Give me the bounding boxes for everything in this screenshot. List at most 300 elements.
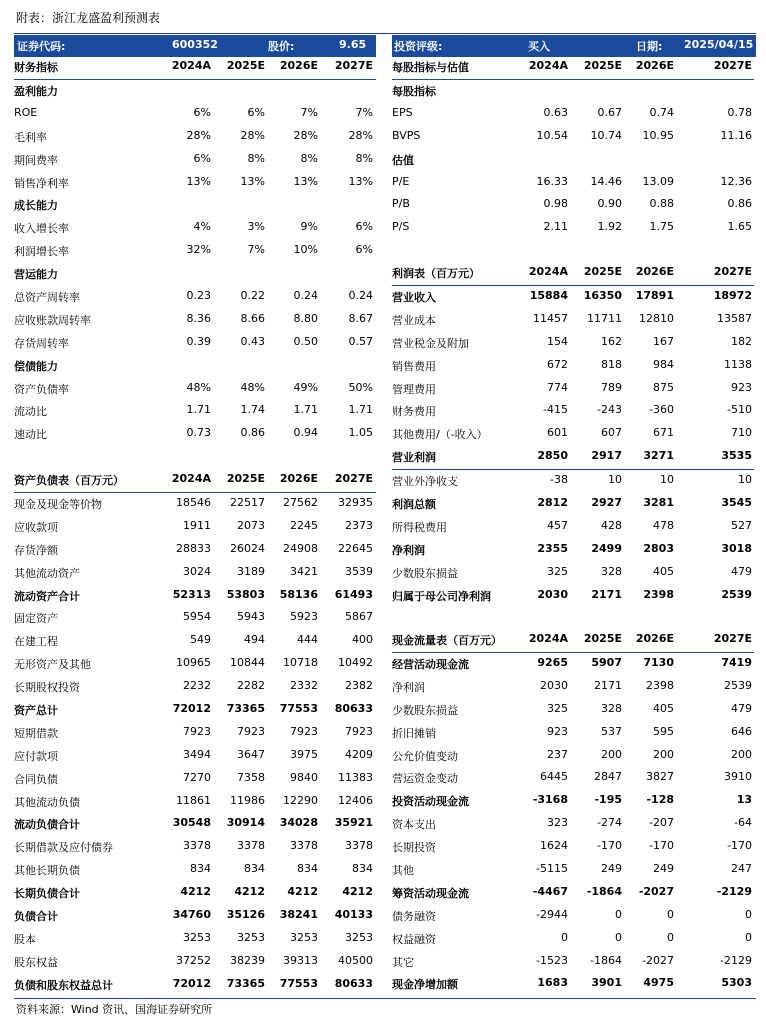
cell-value: 13% — [348, 174, 373, 188]
cell-value: 10 — [738, 473, 752, 487]
table-row — [392, 562, 754, 585]
cell-value: 0 — [667, 907, 674, 921]
cell-value: 4% — [193, 220, 211, 234]
table-row — [14, 332, 376, 355]
cell-value: 3421 — [290, 564, 318, 578]
cell-value: 405 — [653, 701, 674, 715]
table-row — [14, 423, 376, 446]
cell-value: 22517 — [230, 496, 265, 509]
cell-value: 478 — [653, 518, 674, 532]
year-header: 2026E — [279, 472, 318, 485]
cell-value: 3271 — [643, 449, 674, 463]
cell-value: 18972 — [713, 289, 752, 302]
table-row — [14, 859, 376, 882]
row-label: 营业利润 — [392, 451, 436, 465]
cell-value: 3535 — [721, 449, 752, 463]
cell-value: 1.05 — [348, 426, 373, 440]
table-header-label: 每股指标与估值 — [392, 61, 469, 74]
row-label: 长期股权投资 — [14, 681, 80, 695]
cell-value: 13% — [186, 174, 211, 188]
table-row — [392, 149, 754, 172]
cell-value: -170 — [649, 839, 674, 853]
table-row — [392, 653, 754, 676]
cell-value: 13587 — [717, 311, 752, 325]
cell-value: 11861 — [176, 793, 211, 807]
table-row — [14, 791, 376, 814]
cell-value: 182 — [731, 334, 752, 348]
table-row — [14, 630, 376, 653]
row-label: 固定资产 — [14, 612, 58, 626]
table-header — [14, 57, 376, 80]
table-header-label: 利润表（百万元） — [392, 267, 480, 280]
table-row — [392, 332, 754, 355]
cell-value: 1138 — [724, 357, 752, 371]
cell-value: 1.75 — [649, 220, 674, 234]
table-row — [14, 951, 376, 974]
table-row — [392, 172, 754, 195]
cell-value: 11986 — [230, 793, 265, 807]
cell-value: -360 — [649, 403, 674, 417]
cell-value: 2282 — [237, 679, 265, 693]
cell-value: 2917 — [591, 449, 622, 463]
cell-value: 3975 — [290, 747, 318, 761]
table-row — [14, 355, 376, 378]
cell-value: 875 — [653, 380, 674, 394]
cell-value: 8.36 — [186, 311, 211, 325]
row-label: 其他长期负债 — [14, 864, 80, 878]
cell-value: 9840 — [290, 770, 318, 784]
cell-value: 2803 — [643, 541, 674, 555]
cell-value: 13.09 — [642, 174, 674, 188]
cell-value: -170 — [597, 839, 622, 853]
year-header: 2026E — [635, 632, 674, 645]
cell-value: 3253 — [183, 930, 211, 944]
cell-value: -2944 — [536, 907, 568, 921]
row-label: 利润总额 — [392, 498, 436, 512]
cell-value: 7% — [247, 243, 265, 257]
row-label: 少数股东损益 — [392, 703, 458, 717]
cell-value: 2382 — [345, 679, 373, 693]
row-label: 营运能力 — [14, 268, 58, 282]
cell-value: 549 — [190, 633, 211, 647]
cell-value: 27562 — [283, 496, 318, 509]
row-label: 营业收入 — [392, 291, 436, 304]
cell-value: 5907 — [591, 656, 622, 669]
table-row — [14, 722, 376, 745]
table-row — [392, 722, 754, 745]
cell-value: 1.92 — [597, 220, 622, 234]
cell-value: 601 — [547, 426, 568, 440]
table-row — [392, 516, 754, 539]
cell-value: -1523 — [536, 953, 568, 967]
cell-value: 2539 — [724, 678, 752, 692]
year-header: 2025E — [583, 632, 622, 645]
row-label: 营运资金变动 — [392, 772, 458, 786]
cell-value: 0.86 — [240, 426, 265, 440]
cell-value: 3647 — [237, 747, 265, 761]
year-header: 2027E — [334, 472, 373, 485]
table-row — [14, 149, 376, 172]
table-row — [14, 217, 376, 240]
cell-value: 646 — [731, 724, 752, 738]
cell-value: 80633 — [334, 702, 373, 716]
cell-value: -64 — [734, 816, 752, 830]
table-row — [392, 745, 754, 768]
cell-value: 8% — [355, 151, 373, 165]
row-label: 长期借款及应付债券 — [14, 841, 113, 855]
cell-value: -5115 — [536, 862, 568, 876]
cell-value: 2847 — [594, 770, 622, 784]
cell-value: 10.95 — [642, 128, 674, 142]
cell-value: 11711 — [587, 311, 622, 325]
year-header: 2027E — [713, 265, 752, 278]
cell-value: 834 — [297, 862, 318, 876]
cell-value: -170 — [727, 839, 752, 853]
table-row — [14, 813, 376, 836]
cell-value: 3910 — [724, 770, 752, 784]
cell-value: 1.65 — [727, 220, 752, 234]
cell-value: 2030 — [540, 678, 568, 692]
cell-value: 24908 — [283, 541, 318, 555]
cell-value: 789 — [601, 380, 622, 394]
row-label: 股东权益 — [14, 955, 58, 969]
table-row — [392, 378, 754, 401]
cell-value: -195 — [594, 793, 622, 807]
cell-value: 2812 — [537, 496, 568, 510]
cell-value: 0.24 — [293, 289, 318, 303]
cell-value: -1864 — [586, 884, 622, 898]
cell-value: 12.36 — [720, 174, 752, 188]
cell-value: 13% — [293, 174, 318, 188]
stock-info-bar — [14, 35, 376, 57]
cell-value: 28% — [186, 128, 211, 142]
table-header-label: 资产负债表（百万元） — [14, 474, 124, 487]
cell-value: 77553 — [279, 976, 318, 990]
cell-value: -1864 — [590, 953, 622, 967]
cell-value: 923 — [731, 380, 752, 394]
cell-value: 3018 — [721, 541, 752, 555]
page-title: 附表：浙江龙盛盈利预测表 — [16, 11, 161, 25]
cell-value: 2539 — [721, 587, 752, 601]
table-row — [392, 790, 754, 813]
row-label: 利润增长率 — [14, 245, 69, 259]
cell-value: -243 — [597, 403, 622, 417]
cell-value: -2027 — [642, 953, 674, 967]
row-label: 管理费用 — [392, 382, 436, 396]
cell-value: 527 — [731, 518, 752, 532]
cell-value: 0 — [745, 907, 752, 921]
cell-value: 0.63 — [543, 105, 568, 119]
row-label: 资本支出 — [392, 818, 436, 832]
table-header-label: 财务指标 — [14, 61, 58, 74]
cell-value: 0.57 — [348, 334, 373, 348]
cell-value: 323 — [547, 816, 568, 830]
cell-value: 0.24 — [348, 289, 373, 303]
cell-value: 39313 — [283, 953, 318, 967]
cell-value: 77553 — [279, 702, 318, 716]
cell-value: 10718 — [283, 656, 318, 670]
cell-value: 1683 — [537, 976, 568, 990]
cell-value: 7% — [300, 105, 318, 119]
cell-value: 5923 — [290, 610, 318, 624]
cell-value: 167 — [653, 334, 674, 348]
cell-value: -415 — [543, 403, 568, 417]
row-label: 长期投资 — [392, 841, 436, 855]
row-label: 折旧摊销 — [392, 726, 436, 740]
cell-value: 0 — [745, 930, 752, 944]
cell-value: 6% — [193, 105, 211, 119]
date-value: 2025/04/15 — [684, 38, 754, 51]
cell-value: 0.22 — [240, 289, 265, 303]
cell-value: 2030 — [537, 587, 568, 601]
row-label: 债务融资 — [392, 909, 436, 923]
cell-value: 10.74 — [590, 128, 622, 142]
cell-value: 40500 — [338, 953, 373, 967]
cell-value: 479 — [731, 564, 752, 578]
cell-value: 34760 — [172, 908, 211, 922]
cell-value: 10 — [660, 473, 674, 487]
cell-value: 325 — [547, 564, 568, 578]
cell-value: 4212 — [234, 885, 265, 899]
cell-value: 73365 — [226, 702, 265, 716]
table-row — [14, 493, 376, 516]
row-label: 所得税费用 — [392, 520, 447, 534]
cell-value: 3253 — [345, 930, 373, 944]
cell-value: 10965 — [176, 656, 211, 670]
cell-value: 5867 — [345, 610, 373, 624]
row-label: 营业外净收支 — [392, 475, 458, 489]
table-row — [14, 309, 376, 332]
cell-value: 7130 — [643, 656, 674, 669]
cell-value: 5303 — [721, 976, 752, 990]
cell-value: 48% — [186, 380, 211, 394]
cell-value: 53803 — [226, 587, 265, 601]
cell-value: 1.71 — [293, 403, 318, 417]
cell-value: 3539 — [345, 564, 373, 578]
price-value: 9.65 — [339, 38, 367, 51]
row-label: 资产负债率 — [14, 382, 69, 396]
cell-value: 10492 — [338, 656, 373, 670]
cell-value: 61493 — [334, 587, 373, 601]
cell-value: 0.90 — [597, 197, 622, 211]
cell-value: 325 — [547, 701, 568, 715]
cell-value: 7923 — [183, 724, 211, 738]
table-row — [14, 194, 376, 217]
cell-value: 162 — [601, 334, 622, 348]
cell-value: 200 — [601, 747, 622, 761]
cell-value: 444 — [297, 633, 318, 647]
row-label: 营业税金及附加 — [392, 336, 469, 350]
table-row — [392, 539, 754, 562]
cell-value: 9265 — [537, 656, 568, 669]
row-label: 盈利能力 — [14, 85, 58, 98]
row-label: 无形资产及其他 — [14, 658, 91, 672]
cell-value: 9% — [300, 220, 318, 234]
row-label: 其它 — [392, 955, 414, 969]
cell-value: 710 — [731, 426, 752, 440]
cell-value: 13 — [736, 793, 752, 807]
cell-value: 5943 — [237, 610, 265, 624]
cell-value: 11383 — [338, 770, 373, 784]
row-label: 净利润 — [392, 543, 425, 557]
cell-value: 2232 — [183, 679, 211, 693]
row-label: 流动比 — [14, 405, 47, 419]
row-label: 营业成本 — [392, 313, 436, 327]
cell-value: 3378 — [237, 839, 265, 853]
table-header — [392, 630, 754, 653]
cell-value: 595 — [653, 724, 674, 738]
row-label: 流动负债合计 — [14, 818, 80, 832]
cell-value: 2073 — [237, 518, 265, 532]
rating-info-bar — [392, 35, 756, 57]
bottom-divider — [14, 998, 756, 999]
cell-value: 200 — [731, 747, 752, 761]
cell-value: 1.71 — [186, 403, 211, 417]
table-row — [392, 767, 754, 790]
table-row — [392, 126, 754, 149]
cell-value: 4975 — [643, 976, 674, 990]
cell-value: 10% — [293, 243, 318, 257]
income-statement-table — [392, 263, 754, 607]
table-row — [392, 928, 754, 951]
cell-value: 237 — [547, 747, 568, 761]
cell-value: 28% — [348, 128, 373, 142]
cell-value: -2129 — [720, 953, 752, 967]
cell-value: 249 — [653, 862, 674, 876]
row-label: BVPS — [392, 128, 421, 142]
cell-value: 834 — [244, 862, 265, 876]
table-row — [392, 585, 754, 608]
cell-value: 537 — [601, 724, 622, 738]
cell-value: 6445 — [540, 770, 568, 784]
cell-value: 0.73 — [186, 426, 211, 440]
cell-value: 3281 — [643, 496, 674, 510]
cell-value: 0.94 — [293, 426, 318, 440]
table-row — [14, 974, 376, 997]
cell-value: 428 — [601, 518, 622, 532]
cell-value: 8.67 — [348, 311, 373, 325]
cell-value: 247 — [731, 862, 752, 876]
cell-value: 405 — [653, 564, 674, 578]
cell-value: 328 — [601, 701, 622, 715]
row-label: 存货净额 — [14, 543, 58, 557]
year-header: 2025E — [583, 265, 622, 278]
cell-value: 2398 — [646, 678, 674, 692]
table-row — [392, 309, 754, 332]
cell-value: -128 — [646, 793, 674, 807]
cell-value: 0 — [615, 907, 622, 921]
cell-value: 3% — [247, 220, 265, 234]
cell-value: 2171 — [594, 678, 622, 692]
row-label: 负债和股东权益总计 — [14, 978, 113, 992]
cell-value: 28% — [240, 128, 265, 142]
cell-value: 0.39 — [186, 334, 211, 348]
source-note: 资料来源：Wind 资讯、国海证券研究所 — [16, 1003, 213, 1016]
cell-value: 607 — [601, 426, 622, 440]
cell-value: 3901 — [591, 976, 622, 990]
cell-value: 7923 — [290, 724, 318, 738]
table-row — [392, 355, 754, 378]
cell-value: 3378 — [183, 839, 211, 853]
table-row — [14, 263, 376, 286]
table-row — [14, 172, 376, 195]
table-row — [14, 539, 376, 562]
cell-value: 8% — [300, 151, 318, 165]
cell-value: 834 — [190, 862, 211, 876]
row-label: 每股指标 — [392, 85, 436, 98]
cell-value: -38 — [550, 473, 568, 487]
cell-value: 1911 — [183, 518, 211, 532]
cell-value: 834 — [352, 862, 373, 876]
cell-value: 18546 — [176, 496, 211, 509]
row-label: P/B — [392, 197, 410, 211]
table-row — [392, 217, 754, 240]
cell-value: 10844 — [230, 656, 265, 670]
row-label: 期间费率 — [14, 153, 58, 167]
cell-value: 0.43 — [240, 334, 265, 348]
table-row — [14, 400, 376, 423]
cell-value: 49% — [293, 380, 318, 394]
row-label: 少数股东损益 — [392, 566, 458, 580]
cell-value: 10.54 — [536, 128, 568, 142]
cell-value: 479 — [731, 701, 752, 715]
table-row — [14, 126, 376, 149]
cell-value: 16.33 — [536, 174, 568, 188]
cell-value: 6% — [355, 243, 373, 257]
cell-value: 32% — [186, 243, 211, 257]
cell-value: -3168 — [532, 793, 568, 807]
table-row — [14, 607, 376, 630]
cell-value: -4467 — [532, 884, 568, 898]
cell-value: 774 — [547, 380, 568, 394]
table-row — [14, 699, 376, 722]
row-label: 成长能力 — [14, 199, 58, 213]
cell-value: 4212 — [287, 885, 318, 899]
row-label: 销售净利率 — [14, 176, 69, 190]
table-row — [14, 378, 376, 401]
row-label: 应收账款周转率 — [14, 313, 91, 327]
cell-value: 1.71 — [348, 403, 373, 417]
cell-value: 0 — [667, 930, 674, 944]
cell-value: 0 — [615, 930, 622, 944]
cell-value: 249 — [601, 862, 622, 876]
top-divider — [14, 33, 756, 34]
table-header — [14, 470, 376, 493]
cell-value: 200 — [653, 747, 674, 761]
row-label: 其他流动资产 — [14, 566, 80, 580]
cell-value: 457 — [547, 518, 568, 532]
cell-value: 35921 — [334, 816, 373, 830]
cell-value: 4212 — [342, 885, 373, 899]
row-label: 流动资产合计 — [14, 589, 80, 603]
year-header: 2026E — [635, 265, 674, 278]
cell-value: 6% — [247, 105, 265, 119]
rating-value: 买入 — [528, 40, 550, 53]
cell-value: 58136 — [279, 587, 318, 601]
cell-value: 80633 — [334, 976, 373, 990]
cell-value: 0.74 — [649, 105, 674, 119]
table-row — [14, 516, 376, 539]
row-label: 股本 — [14, 932, 36, 946]
row-label: 其他流动负债 — [14, 795, 80, 809]
cell-value: 6% — [355, 220, 373, 234]
cell-value: 30914 — [226, 816, 265, 830]
cell-value: 16350 — [583, 289, 622, 302]
cell-value: 11457 — [533, 311, 568, 325]
table-row — [14, 653, 376, 676]
row-label: 合同负债 — [14, 772, 58, 786]
cell-value: 3378 — [345, 839, 373, 853]
